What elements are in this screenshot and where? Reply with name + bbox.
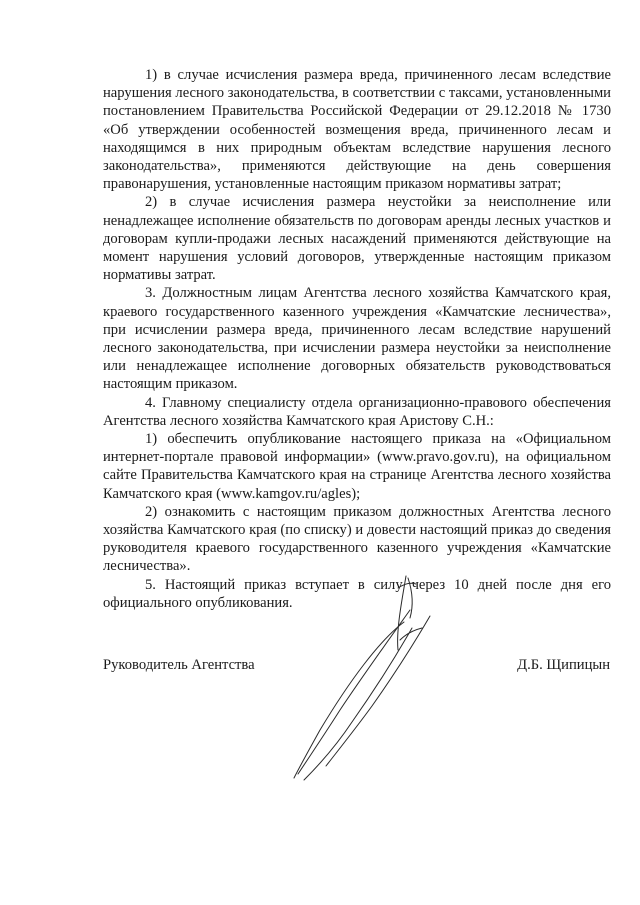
handwritten-signature <box>280 570 480 785</box>
paragraph-3: 3. Должностным лицам Агентства лесного хозяйства Камчатского края, краевого государственного казенного учреждения «Камчатские лесничества», при исчислении размера вреда, причиненного лесам вследствие нарушений лесного законодательства, при исчислении размера неустойки за неисполнение или ненадлежащее исполнение договорных обязательств руководствоваться настоящим приказом. <box>103 285 611 393</box>
paragraph-4: 4. Главному специалисту отдела организационно-правового обеспечения Агентства лесного хозяйства Камчатского края Аристову С.Н.: <box>103 394 611 429</box>
signatory-title: Руководитель Агентства <box>103 657 255 673</box>
paragraph-4-item-2: 2) ознакомить с настоящим приказом должностных Агентства лесного хозяйства Камчатского края (по списку) и довести настоящий приказ до сведения руководителя краевого государственного казенного учреждения «Камчатские лесничества». <box>103 503 611 575</box>
paragraph-4-item-1: 1) обеспечить опубликование настоящего приказа на «Официальном интернет-портале правовой информации» (www.pravo.gov.ru), на официальном сайте Правительства Камчатского края на странице Агентства лесного хозяйства Камчатского края (www.kamgov.ru/agles); <box>103 431 611 502</box>
signatory-name: Д.Б. Щипицын <box>517 657 610 673</box>
paragraph-item-2: 2) в случае исчисления размера неустойки за неисполнение или ненадлежащее исполнение обязательств по договорам аренды лесных участков и договорам купли-продажи лесных насаждений применяются действующие на момент нарушения условий договоров, утвержденные настоящим приказом нормативы затрат. <box>103 194 611 284</box>
paragraph-5: 5. Настоящий приказ вступает в силу через 10 дней после дня его официального опубликования. <box>103 576 611 611</box>
document-body <box>103 66 611 612</box>
paragraph-item-1: 1) в случае исчисления размера вреда, причиненного лесам вследствие нарушения лесного законодательства, в соответствии с таксами, установленными постановлением Правительства Российской Федерации от 29.12.2018 № 1730 «Об утверждении особенностей возмещения вреда, причиненного лесам и находящимся в них природным объектам вследствие нарушения лесного законодательства», применяются действующие на день совершения правонарушения, установленные настоящим приказом нормативы затрат; <box>103 67 611 193</box>
